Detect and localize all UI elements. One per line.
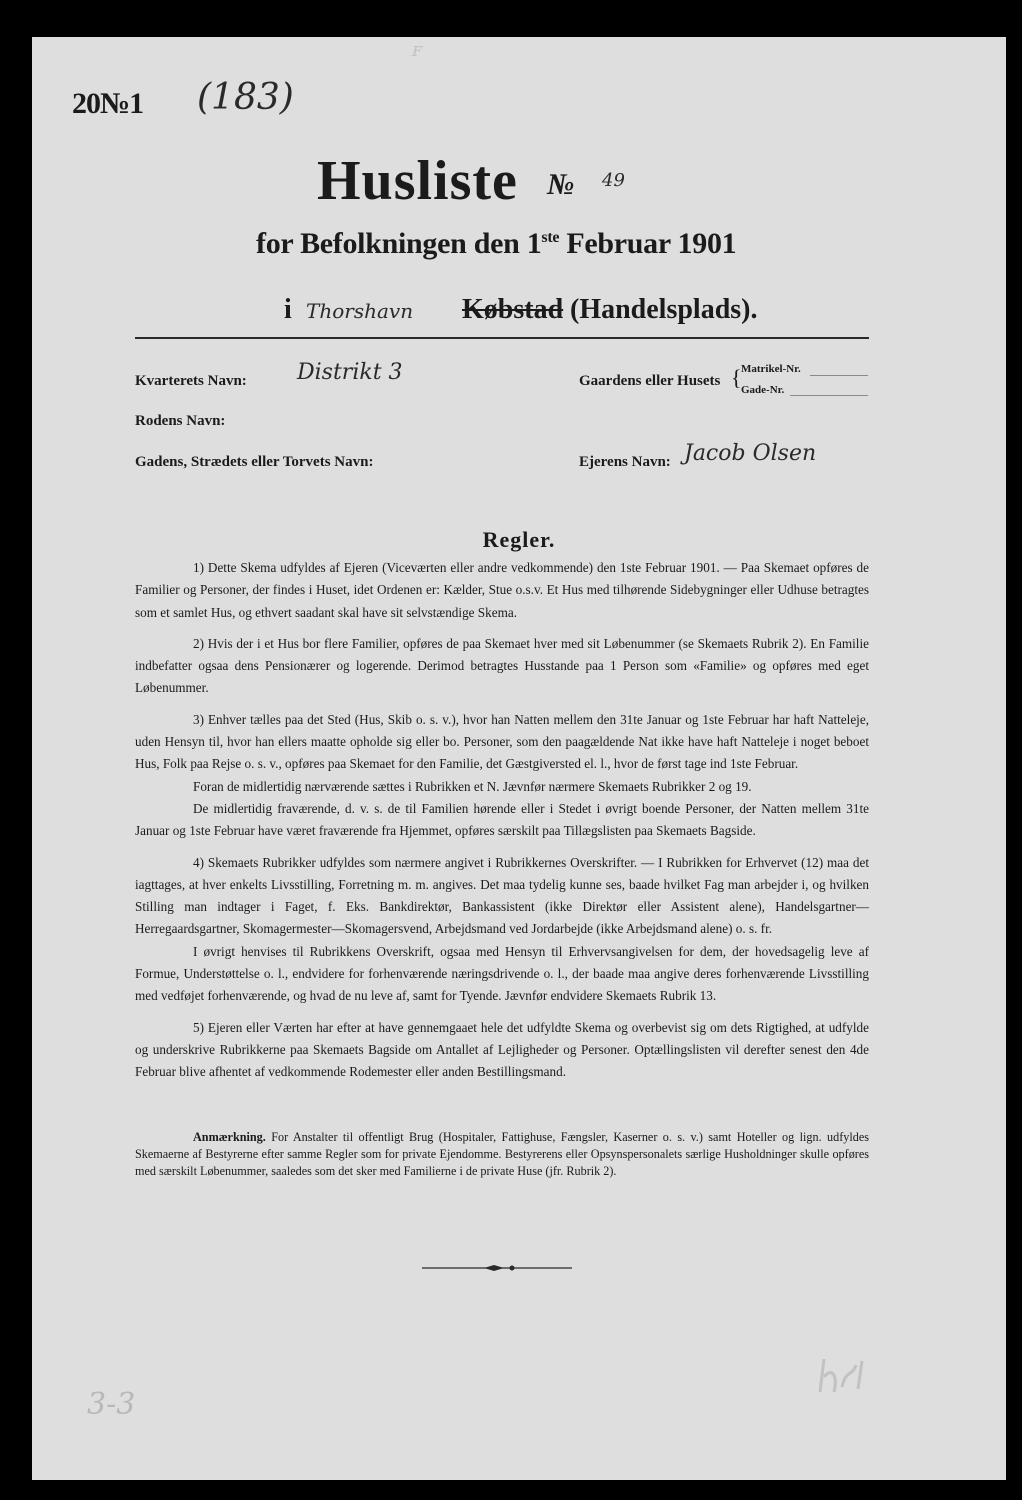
- gaard-label: Gaardens eller Husets: [579, 373, 721, 389]
- place-name: Thorshavn: [306, 299, 414, 323]
- rule-1: 1) Dette Skema udfyldes af Ejeren (Viceværten eller andre vedkommende) den 1ste Februar 1901. — Paa Skemaet opføres de Familier og Personer, der findes i Huset, idet Ordenen er: Kælder, Stue o.s.v. Et Hus med tilhørende Sidebygninger eller Udhuse betragtes som et samlet Hus, og ethvert saadant skal have sit selvstændige Skema.: [135, 560, 869, 620]
- remark-text: For Anstalter til offentligt Brug (Hospitaler, Fattighuse, Fængsler, Kaserner o. s. v.) samt Hoteller og lign. udfyldes Skemaerne af Bestyrerne efter samme Regler som for private Ejendomme. Bestyrerens eller Opsynspersonalets særlige Husholdninger skulle opføres med særskilt Løbenummer, saaledes som det sker med Familierne i de private Huse (jfr. Rubrik 2).: [135, 1130, 869, 1178]
- remark-label: Anmærkning.: [193, 1130, 266, 1144]
- brace-icon: {: [731, 365, 742, 390]
- rule-3b: Foran de midlertidig nærværende sættes i Rubrikken et N. Jævnfør nærmere Skemaets Rubrikker 2 og 19.: [193, 778, 752, 794]
- title-number-value: 49: [602, 170, 625, 191]
- subtitle-pre: for Befolkningen den 1: [256, 227, 542, 260]
- subtitle: [256, 227, 736, 261]
- form-code: 20№1: [72, 87, 144, 120]
- divider-middle: [135, 487, 869, 489]
- title-number-label: №: [547, 168, 575, 201]
- ejer-label: Ejerens Navn:: [579, 454, 671, 470]
- rule-2: 2) Hvis der i et Hus bor flere Familier, opføres de paa Skemaet hver med sit Løbenummer (se Skemaets Rubrik 2). En Familie indbefatter ogsaa dens Pensionærer og logerende. Derimod betragtes Husstande paa 1 Person som «Familie» og opføres med eget Løbenummer.: [135, 635, 869, 696]
- remark: [135, 1129, 869, 1180]
- matrikel-underline: [810, 375, 868, 376]
- place-type-struck: [462, 294, 563, 326]
- divider-top: [135, 337, 869, 339]
- subtitle-sup: ste: [541, 229, 560, 246]
- rules-body: [135, 557, 869, 1093]
- form-sheet: [32, 37, 1006, 1480]
- form-code-handwritten-note: (183): [197, 77, 294, 118]
- rule-3c: De midlertidig fraværende, d. v. s. de til Familien hørende eller i Stedet i øvrigt boende Personer, der Natten mellem 31te Januar og 1ste Februar have været fraværende fra Hjemmet, opføres særskilt paa Tillægslisten paa Skemaets Bagside.: [135, 800, 869, 839]
- rule-4: 4) Skemaets Rubrikker udfyldes som nærmere angivet i Rubrikkernes Overskrifter. — I Rubrikken for Erhvervet (12) maa det iagttages, at hver enkelts Livsstilling, Forretning m. m. angives. Det maa tydelig kunne ses, baade hvilket Fag man arbejder i, og hvilken Stilling man indtager i Faget, f. Eks. Bankdirektør, Bankassistent (ikke Direktør eller Assistent alene), Handelsgartner—Herregaardsgartner, Skomagermester—Skomagersvend, Arbejdsmand ved Jordarbejde (ikke Arbejdsmand alene) o. s. fr.: [135, 854, 869, 937]
- ejer-value: Jacob Olsen: [684, 441, 817, 466]
- faint-mark-bottom-right-icon: [812, 1347, 872, 1407]
- faint-top-mark-icon: ꜰ: [412, 37, 423, 61]
- kvarter-value: Distrikt 3: [297, 360, 403, 385]
- subtitle-post: Februar 1901: [559, 227, 737, 260]
- matrikel-label: Matrikel-Nr.: [741, 363, 801, 375]
- page-title: Husliste: [317, 150, 518, 212]
- rule-3: 3) Enhver tælles paa det Sted (Hus, Skib o. s. v.), hvor han Natten mellem den 31te Januar og 1ste Februar har haft Natteleje, uden Hensyn til, hvor han ellers maatte opholde sig eller bo. Personer, som den paagældende Nat ikke have haft Natteleje i noget beboet Hus, Folk paa Rejse o. s. v., opføres paa Skemaet for den Familie, det Gæstgiversted el. l., hvor de først tage ind 1ste Februar.: [135, 711, 869, 772]
- ornament-divider-icon: [422, 1263, 572, 1273]
- margin-note-bottom-left: 3-3: [87, 1387, 136, 1422]
- rules-heading: Regler.: [482, 527, 556, 552]
- remark-paragraph: [135, 1129, 869, 1180]
- rule-5: 5) Ejeren eller Værten har efter at have gennemgaaet hele det udfyldte Skema og overbevist sig om dets Rigtighed, at udfylde og underskrive Rubrikkerne paa Skemaets Bagside om Antallet af Lejligheder og Personer. Optællingslisten vil derefter senest den 4de Februar blive afhentet af vedkommende Rodemester eller anden Bestillingsmand.: [135, 1019, 869, 1080]
- gade-nr-label: Gade-Nr.: [741, 384, 785, 396]
- gaden-label: Gadens, Strædets eller Torvets Navn:: [135, 454, 374, 470]
- roden-label: Rodens Navn:: [135, 413, 226, 429]
- rule-4b: I øvrigt henvises til Rubrikkens Overskrift, ogsaa med Hensyn til Erhvervsangivelsen for dem, der hovedsagelig leve af Formue, Understøttelse o. l., endvidere for forhenværende næringsdrivende o. l., der baade maa angive deres forhenværende Livsstilling med vedføjet forhenværende, og hvad de nu leve af, samt for Tyende. Jævnfør endvidere Skemaets Rubrik 13.: [135, 943, 869, 1004]
- place-type-alt: (Handelsplads).: [570, 294, 758, 325]
- kvarter-label: Kvarterets Navn:: [135, 373, 247, 389]
- place-type-struck-text: Købstad: [462, 294, 564, 325]
- gade-nr-underline: [790, 395, 868, 396]
- place-prefix: i: [284, 294, 292, 325]
